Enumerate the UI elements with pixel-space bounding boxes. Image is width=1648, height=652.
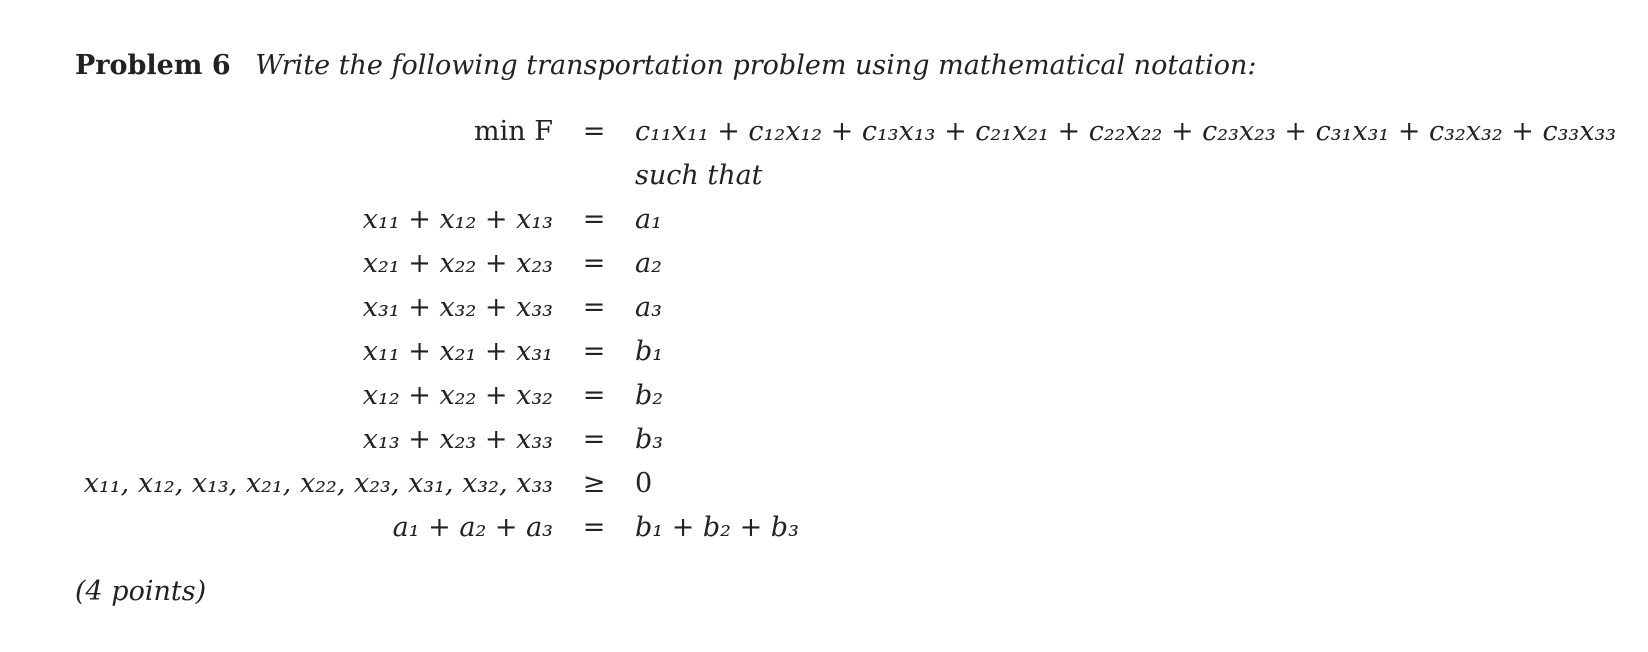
constraint-row — [0, 286, 1648, 330]
such-that-text: such that — [635, 160, 763, 191]
problem-label: Problem 6 — [75, 50, 231, 81]
balance-rhs: b₁ + b₂ + b₃ — [635, 512, 799, 543]
constraint-rhs: a₁ — [635, 204, 662, 235]
problem-statement — [75, 48, 1257, 84]
constraint-row — [0, 418, 1648, 462]
such-that-row — [0, 154, 1648, 198]
constraint-row — [0, 330, 1648, 374]
objective-relation: = — [582, 116, 606, 147]
balance-row — [0, 506, 1648, 550]
constraint-lhs: x₁₂ + x₂₂ + x₃₂ — [362, 380, 553, 411]
constraint-lhs: x₂₁ + x₂₂ + x₂₃ — [362, 248, 553, 279]
constraint-row — [0, 242, 1648, 286]
constraint-rhs: b₃ — [635, 424, 664, 455]
balance-lhs: a₁ + a₂ + a₃ — [392, 512, 553, 543]
problem-prompt: Write the following transportation problem using mathematical notation: — [255, 50, 1257, 81]
constraint-rhs: a₂ — [635, 248, 662, 279]
constraint-row — [0, 374, 1648, 418]
constraint-rhs: a₃ — [635, 292, 662, 323]
constraint-lhs: x₁₁ + x₂₁ + x₃₁ — [362, 336, 553, 367]
constraint-relation: = — [582, 380, 606, 411]
objective-lhs: min F — [474, 116, 553, 147]
points-note: (4 points) — [75, 576, 207, 607]
constraint-lhs: x₁₁ + x₁₂ + x₁₃ — [362, 204, 553, 235]
objective-row — [0, 110, 1648, 154]
constraint-lhs: x₁₃ + x₂₃ + x₃₃ — [362, 424, 553, 455]
constraint-relation: = — [582, 336, 606, 367]
constraint-relation: = — [582, 248, 606, 279]
nonnegativity-rhs: 0 — [635, 468, 653, 499]
equation-system — [0, 110, 1648, 550]
nonnegativity-relation: ≥ — [582, 468, 606, 499]
nonnegativity-lhs: x₁₁, x₁₂, x₁₃, x₂₁, x₂₂, x₂₃, x₃₁, x₃₂, x₃₃ — [83, 468, 553, 499]
constraint-relation: = — [582, 292, 606, 323]
constraint-rhs: b₁ — [635, 336, 664, 367]
balance-relation: = — [582, 512, 606, 543]
constraint-relation: = — [582, 424, 606, 455]
objective-rhs: c₁₁x₁₁ + c₁₂x₁₂ + c₁₃x₁₃ + c₂₁x₂₁ + c₂₂x₂₂ + c₂₃x₂₃ + c₃₁x₃₁ + c₃₂x₃₂ + c₃₃x₃₃ — [635, 116, 1617, 147]
constraint-row — [0, 198, 1648, 242]
constraint-relation: = — [582, 204, 606, 235]
nonnegativity-row — [0, 462, 1648, 506]
constraint-rhs: b₂ — [635, 380, 664, 411]
constraint-lhs: x₃₁ + x₃₂ + x₃₃ — [362, 292, 553, 323]
